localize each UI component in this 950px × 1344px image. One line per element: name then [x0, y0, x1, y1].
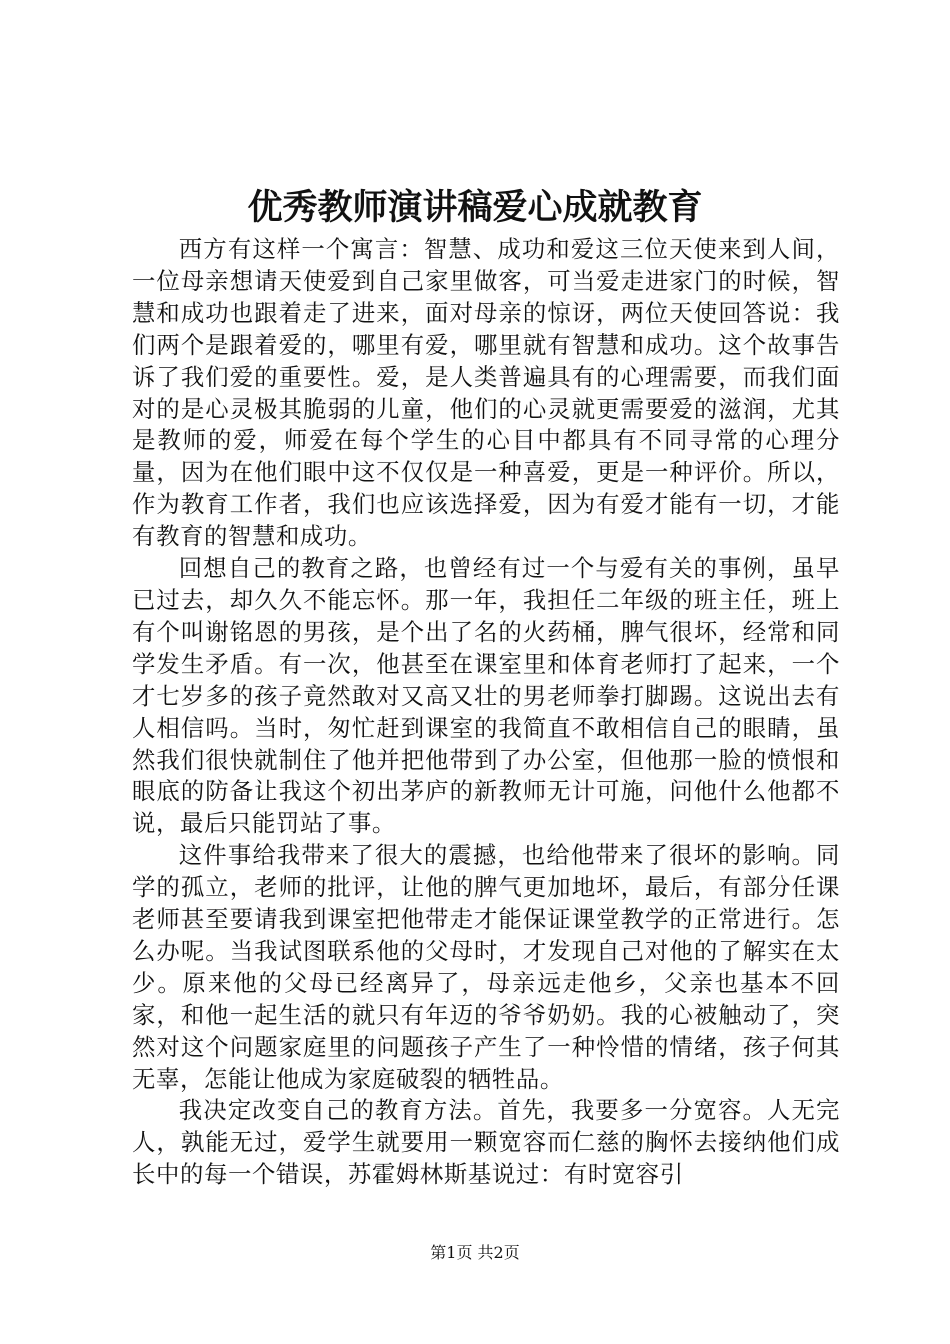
article-body	[132, 234, 840, 1191]
paragraph-2: 回想自己的教育之路，也曾经有过一个与爱有关的事例，虽早已过去，却久久不能忘怀。那一年，我担任二年级的班主任，班上有个叫谢铭恩的男孩，是个出了名的火药桶，脾气很坏，经常和同学发生矛盾。有一次，他甚至在课室里和体育老师打了起来，一个才七岁多的孩子竟然敢对又高又壮的男老师拳打脚踢。这说出去有人相信吗。当时，匆忙赶到课室的我简直不敢相信自己的眼睛，虽然我们很快就制住了他并把他带到了办公室，但他那一脸的愤恨和眼底的防备让我这个初出茅庐的新教师无计可施，问他什么他都不说，最后只能罚站了事。	[132, 554, 840, 838]
paragraph-1: 西方有这样一个寓言：智慧、成功和爱这三位天使来到人间，一位母亲想请天使爱到自己家里做客，可当爱走进家门的时候，智慧和成功也跟着走了进来，面对母亲的惊讶，两位天使回答说：我们两个是跟着爱的，哪里有爱，哪里就有智慧和成功。这个故事告诉了我们爱的重要性。爱，是人类普遍具有的心理需要，而我们面对的是心灵极其脆弱的儿童，他们的心灵就更需要爱的滋润，尤其是教师的爱，师爱在每个学生的心目中都具有不同寻常的心理分量，因为在他们眼中这不仅仅是一种喜爱，更是一种评价。所以，作为教育工作者，我们也应该选择爱，因为有爱才能有一切，才能有教育的智慧和成功。	[132, 235, 840, 551]
page-number-footer: 第1页 共2页	[430, 1243, 520, 1262]
page-title: 优秀教师演讲稿爱心成就教育	[247, 187, 703, 228]
paragraph-4: 我决定改变自己的教育方法。首先，我要多一分宽容。人无完人，孰能无过，爱学生就要用一颗宽容而仁慈的胸怀去接纳他们成长中的每一个错误，苏霍姆林斯基说过：有时宽容引	[132, 1096, 840, 1189]
paragraph-3: 这件事给我带来了很大的震撼，也给他带来了很坏的影响。同学的孤立，老师的批评，让他的脾气更加地坏，最后，有部分任课老师甚至要请我到课室把他带走才能保证课堂教学的正常进行。怎么办呢。当我试图联系他的父母时，才发现自己对他的了解实在太少。原来他的父母已经离异了，母亲远走他乡，父亲也基本不回家，和他一起生活的就只有年迈的爷爷奶奶。我的心被触动了，突然对这个问题家庭里的问题孩子产生了一种怜惜的情绪，孩子何其无辜，怎能让他成为家庭破裂的牺牲品。	[132, 841, 840, 1093]
